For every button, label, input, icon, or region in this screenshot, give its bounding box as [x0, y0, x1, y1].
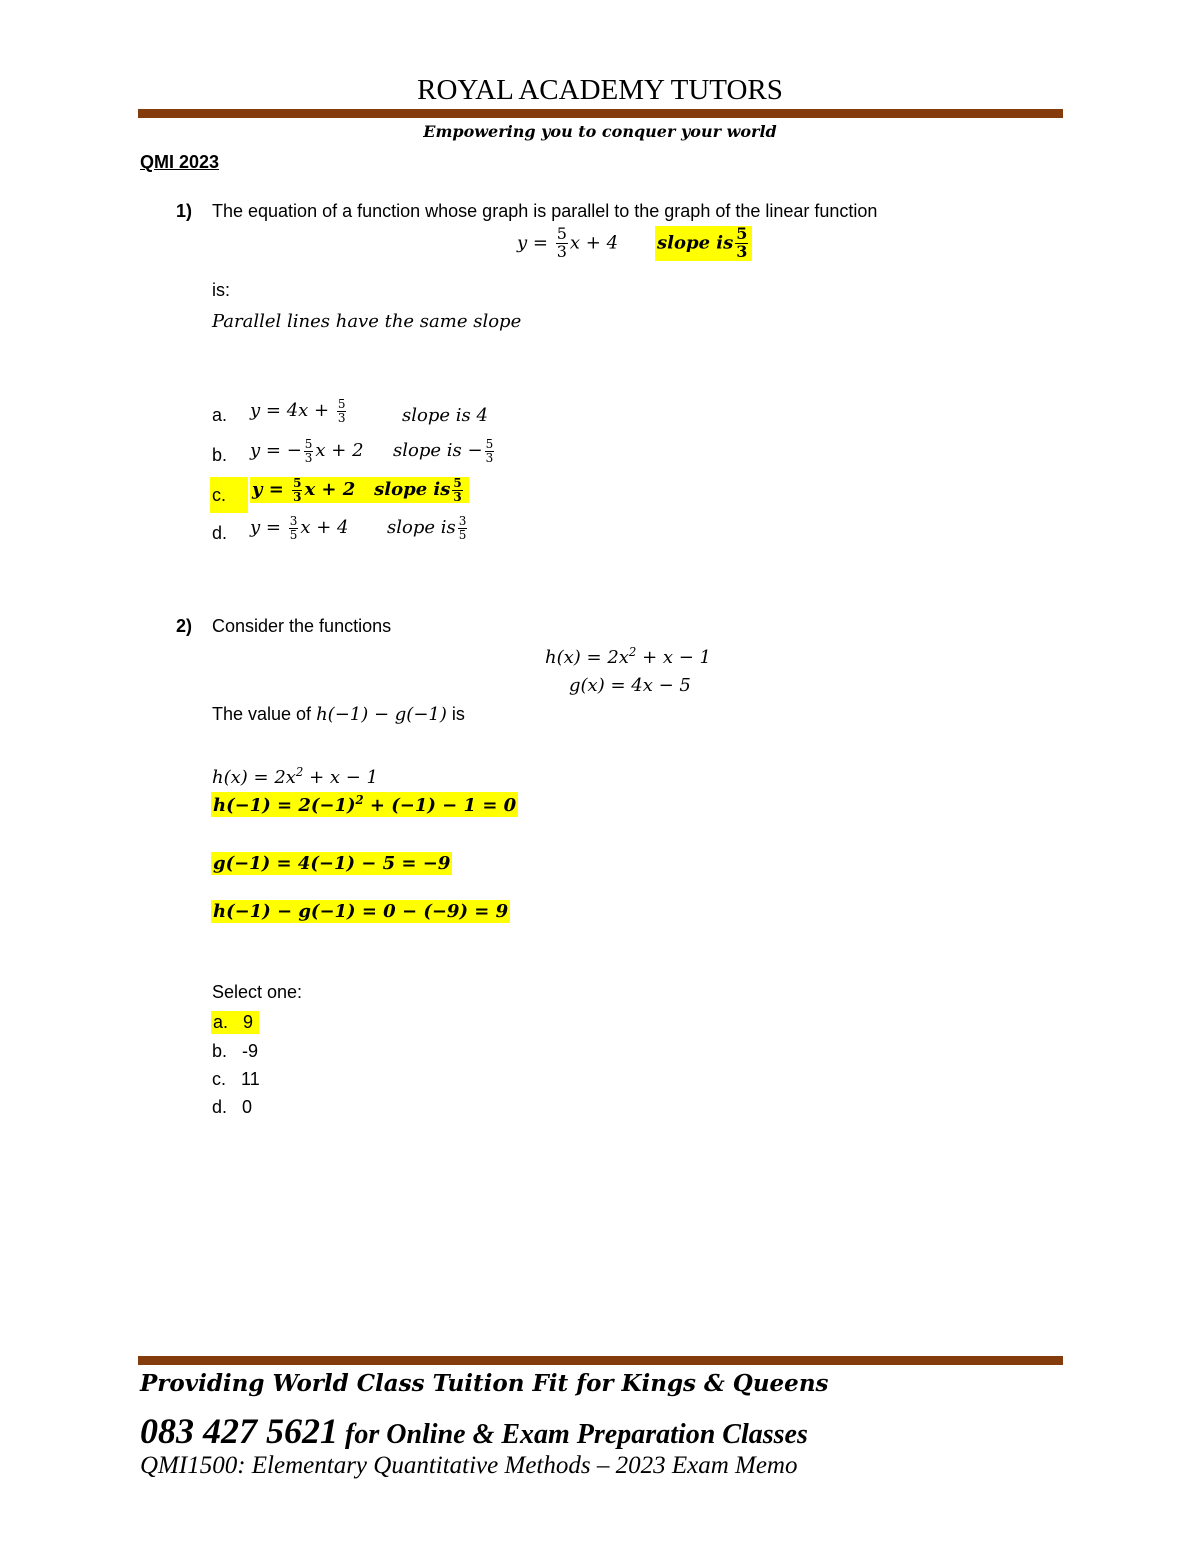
option-c-den: 3: [293, 489, 302, 504]
option-c-num: 5: [293, 476, 302, 490]
choice-b-value: -9: [242, 1041, 259, 1061]
q2-number: 2): [176, 616, 193, 636]
header-divider: [138, 109, 1063, 118]
option-c-slope-den: 3: [453, 489, 462, 504]
choice-a-value: 9: [243, 1012, 254, 1032]
page-title: ROYAL ACADEMY TUTORS: [417, 74, 783, 106]
option-a-eq-pre: y = 4x +: [250, 400, 335, 422]
option-b-fraction: [304, 438, 314, 464]
option-b-slope-fraction: [485, 438, 495, 464]
footer-phone-line: [140, 1410, 808, 1452]
h-def-post: + x − 1: [636, 647, 712, 668]
q1-given-equation: [517, 226, 618, 261]
value-expression: h(−1) − g(−1): [316, 704, 447, 725]
work-h-exp: 2: [295, 765, 304, 779]
q1-question: The equation of a function whose graph is parallel to the graph of the linear function: [212, 201, 878, 221]
footer-divider: [138, 1356, 1063, 1365]
work-h1-exp: 2: [355, 793, 364, 807]
header-tagline: Empowering you to conquer your world: [423, 122, 777, 141]
q1-option-b-equation: [250, 438, 364, 464]
option-d-fraction: [289, 515, 299, 541]
option-d-eq-post: x + 4: [300, 517, 349, 539]
q1-option-c-answer: [250, 477, 469, 503]
option-c-slope-fraction: [452, 477, 462, 503]
given-slope-num: 5: [736, 224, 748, 243]
option-d-den: 5: [289, 527, 298, 542]
choice-b-letter: b.: [212, 1041, 228, 1061]
option-c-slope-num: 5: [453, 476, 462, 490]
option-b-eq-pre: y = −: [250, 440, 302, 462]
q1-option-a-slope: slope is 4: [402, 405, 488, 426]
option-c-slope-label: slope is: [374, 479, 451, 501]
option-b-num: 5: [304, 437, 313, 451]
work-h-pre: h(x) = 2x: [212, 767, 296, 788]
option-d-slope-den: 5: [458, 527, 467, 542]
q2-work-result: h(−1) − g(−1) = 0 − (−9) = 9: [213, 901, 509, 922]
choice-c-letter: c.: [212, 1069, 227, 1089]
q2-work-g-of-minus-one: g(−1) = 4(−1) − 5 = −9: [213, 853, 451, 874]
given-num: 5: [556, 224, 567, 243]
option-c-eq-post: x + 2: [304, 479, 356, 501]
q1-option-a-equation: [250, 398, 348, 424]
q2-question: Consider the functions: [212, 616, 392, 636]
footer-phone-number: 083 427 5621: [140, 1411, 338, 1451]
given-fraction: [556, 226, 568, 261]
q1-option-b-letter: b.: [212, 445, 228, 465]
option-b-slope-sign: −: [467, 440, 483, 462]
q1-option-d-equation: [250, 515, 348, 541]
work-h1-pre: h(−1) = 2(−1): [213, 795, 356, 816]
q1-option-b-slope: [393, 438, 496, 464]
option-b-slope-den: 3: [485, 450, 494, 465]
q1-is-label: is:: [212, 280, 230, 300]
value-post: is: [451, 704, 465, 724]
option-d-slope-num: 3: [458, 514, 467, 528]
value-pre: The value of: [212, 704, 312, 724]
option-b-den: 3: [304, 450, 313, 465]
h-def-exp: 2: [628, 645, 637, 659]
q2-h-definition: [545, 645, 711, 668]
q2-value-line: [212, 704, 465, 725]
footer-tagline: Providing World Class Tuition Fit for Kings & Queens: [140, 1370, 829, 1397]
option-d-num: 3: [289, 514, 298, 528]
q2-choice-c: [212, 1069, 260, 1090]
q2-choice-a: [211, 1011, 259, 1034]
given-rhs: x + 4: [569, 232, 619, 254]
q1-given-slope: [655, 226, 752, 261]
q1-note: Parallel lines have the same slope: [212, 311, 522, 332]
option-a-num: 5: [337, 397, 346, 411]
option-b-slope-num: 5: [485, 437, 494, 451]
q1-number: 1): [176, 201, 193, 221]
given-slope-label: slope is: [657, 232, 734, 254]
given-slope-fraction: [735, 226, 748, 261]
footer-course: QMI1500: Elementary Quantitative Methods – 2023 Exam Memo: [140, 1452, 798, 1479]
work-h-post: + x − 1: [303, 767, 379, 788]
given-lhs: y =: [517, 232, 554, 254]
option-b-slope-label: slope is: [393, 440, 462, 462]
given-den: 3: [556, 241, 567, 261]
work-h1-post: + (−1) − 1 = 0: [363, 795, 517, 816]
option-d-eq-pre: y =: [250, 517, 287, 539]
footer-phone-suffix: for Online & Exam Preparation Classes: [338, 1419, 808, 1450]
section-title: QMI 2023: [140, 152, 220, 172]
q2-choice-b: [212, 1041, 258, 1062]
q1-option-d-letter: d.: [212, 523, 228, 543]
q2-choice-d: [212, 1097, 252, 1118]
option-b-eq-post: x + 2: [315, 440, 364, 462]
option-d-slope-label: slope is: [387, 517, 456, 539]
option-c-eq-pre: y =: [252, 479, 291, 501]
option-a-den: 3: [337, 410, 346, 425]
given-slope-den: 3: [736, 241, 748, 261]
choice-c-value: 11: [241, 1069, 260, 1089]
q2-work-h-of-minus-one: [211, 792, 518, 817]
option-c-fraction: [292, 477, 302, 503]
q1-option-c-letter: c.: [212, 485, 227, 505]
q2-g-definition: g(x) = 4x − 5: [569, 675, 691, 696]
h-def-pre: h(x) = 2x: [545, 647, 629, 668]
option-a-fraction: [337, 398, 347, 424]
q2-work-h: [212, 765, 378, 788]
q1-option-a-letter: a.: [212, 405, 228, 425]
q1-option-d-slope: [387, 515, 469, 541]
q2-select-label: Select one:: [212, 982, 303, 1002]
choice-a-letter: a.: [213, 1012, 229, 1032]
option-d-slope-fraction: [458, 515, 468, 541]
choice-d-letter: d.: [212, 1097, 228, 1117]
choice-d-value: 0: [242, 1097, 253, 1117]
